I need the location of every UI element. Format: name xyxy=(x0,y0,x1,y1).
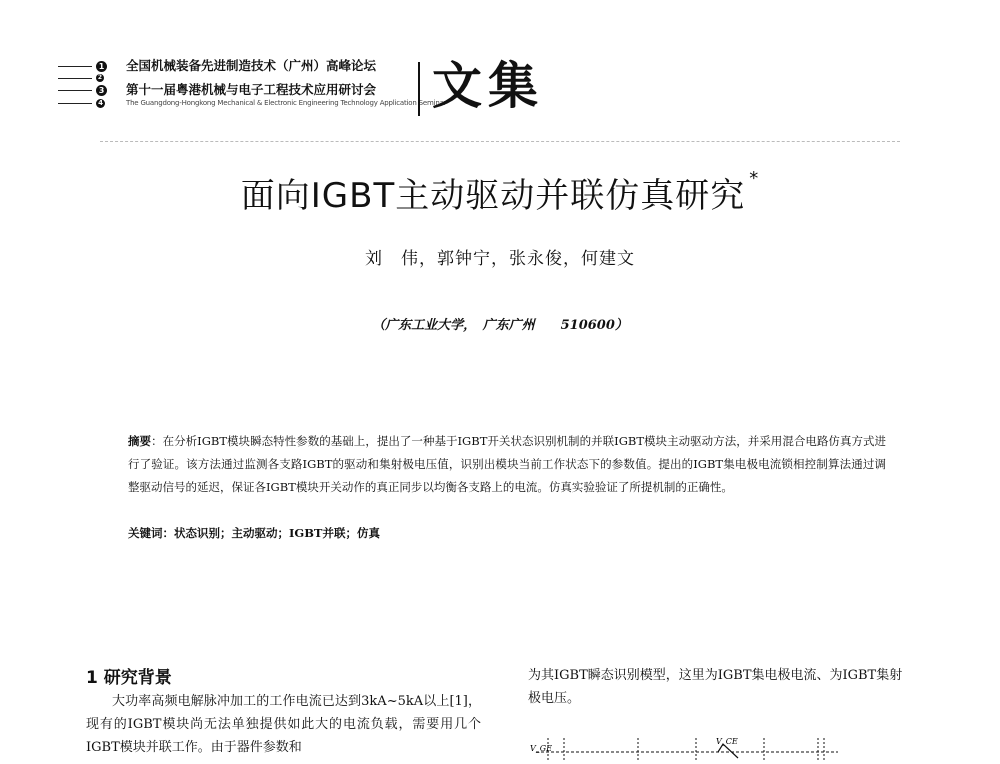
header-rule xyxy=(100,141,900,142)
title-text: 面向IGBT主动驱动并联仿真研究 xyxy=(240,176,746,216)
left-paragraph: 大功率高频电解脉冲加工的工作电流已达到3kA~5kA以上[1]，现有的IGBT模块尚无法单独提供如此大的电流负载，需要用几个IGBT模块并联工作。由于器件参数和 xyxy=(86,694,481,755)
header-divider xyxy=(418,62,420,116)
abstract xyxy=(128,430,886,499)
header-logo: 文集 xyxy=(432,56,544,115)
right-column xyxy=(528,664,908,710)
badge-icon: 2 xyxy=(97,74,103,81)
title-mark: * xyxy=(749,168,760,189)
paper-affiliation: （广东工业大学， 广东广州 510600） xyxy=(372,318,628,333)
right-paragraph: 为其IGBT瞬态识别模型，这里为IGBT集电极电流、为IGBT集射极电压。 xyxy=(528,668,903,706)
badge-icon: 3 xyxy=(96,85,107,96)
badge-icon: 4 xyxy=(96,99,105,108)
badge-icon: 1 xyxy=(96,61,107,72)
section-heading: 1 研究背景 xyxy=(86,668,172,688)
header-line3: The Guangdong-Hongkong Mechanical & Electronic Engineering Technology Application Seminar xyxy=(126,99,447,107)
keywords-label: 关键词 xyxy=(128,526,163,540)
left-column xyxy=(86,690,481,759)
keywords xyxy=(128,522,886,545)
paper-title xyxy=(0,168,1000,217)
waveform-figure xyxy=(528,732,848,760)
abstract-label: 摘要 xyxy=(128,434,152,448)
header-line1: 全国机械装备先进制造技术（广州）高峰论坛 xyxy=(126,58,377,73)
header-badges xyxy=(58,58,118,108)
label-vce: V_CE xyxy=(716,737,738,746)
label-vge: V_GE xyxy=(530,744,553,753)
header-text xyxy=(126,57,446,108)
abstract-text: ：在分析IGBT模块瞬态特性参数的基础上，提出了一种基于IGBT开关状态识别机制的并联IGBT模块主动驱动方法，并采用混合电路仿真方式进行了验证。该方法通过监测各支路IGBT的驱动和集射极电压值，识别出模块当前工作状态下的参数值。提出的IGBT集电极电流锁相控制算法通过调整驱动信号的延迟，保证各IGBT模块开关动作的真正同步以均衡各支路上的电流。仿真实验验证了所提机制的正确性。 xyxy=(128,434,887,494)
keywords-text: ：状态识别；主动驱动；IGBT并联；仿真 xyxy=(162,526,380,540)
waveform-edge xyxy=(718,744,738,758)
paper-authors: 刘 伟，郭钟宁，张永俊，何建文 xyxy=(365,249,635,269)
waveform-svg xyxy=(528,732,848,760)
header-line2: 第十一届粤港机械与电子工程技术应用研讨会 xyxy=(126,82,377,97)
